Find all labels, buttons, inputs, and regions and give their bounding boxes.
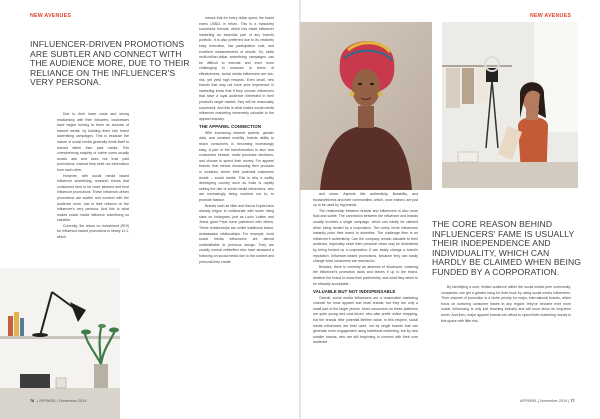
section-tag-right: NEW AVENUES — [530, 13, 572, 19]
subheading-apparel-connection: THE APPAREL CONNECTION — [199, 124, 262, 130]
pull-quote-left: INFLUENCER-DRIVEN PROMOTIONS ARE SUBTLER AND CONNECT WITH THE AUDIENCE MORE, DUE TO THEIR RELIANCE ON THE INFLUENCER'S VERY PERSONA. — [30, 39, 190, 88]
paragraph: By identifying a core, limited audience within the social media peer community, companies can get a greater bang for their buck by using social media influencers. Their channel of promotion is a niche priority for major, international brands, which focus on nurturing consumer bases in any regard: they've become ever more social, influencing is only just reaching industry and will soon show its long-term worth. And then, major apparel brands can afford to spend their marketing money in this space with little risk. — [441, 285, 571, 323]
paragraph: However, with social media based influencer advertising, research shows that consumers tend to be more pleased and trust influencer promotions. These influencer-driven promotions are subtler and connect with the audience more, due to their reliance on the influencer's very persona. And this is what makes social media influence advertising so valuable. — [57, 173, 129, 223]
footer-sep: | — [37, 399, 39, 403]
body-column-e — [441, 285, 571, 324]
body-column-c — [199, 16, 274, 265]
page-number-right: 77 — [570, 399, 575, 403]
body-column-a — [57, 112, 129, 241]
body-column-d — [313, 192, 418, 346]
footer-sep: | — [538, 399, 540, 403]
magazine-name-right: APPAREL — [520, 399, 538, 403]
lamp-shelf-photo — [0, 268, 120, 419]
paragraph: means that for every dollar spent, the brand earns US$11 in return. This is a massively successful formula, which has made influencer marketing an essential part of any brand's portfolio. It is also preferred due to its relatively easy execution, low participation cost, and excellent measurements of results. So, while multi-million-dollar advertising campaigns can be difficult to execute and even more challenging to measure in terms of effectiveness, social media influencers are low-risk, yet yield high rewards. Even small, new brands that may not have prior experience in marketing know that if they choose influencers that have a loyal audience interested in their product's target market, they will be reasonably successful. And this is what makes social media influencer marketing immensely valuable to the apparel industry. — [199, 16, 274, 121]
footer-right — [520, 399, 577, 403]
paragraph: The relationship between brands and influencers is also more fluid and subtle. The connection between the influencer and brands usually involves a single campaign, which can hardly be claimed when being funded by a corporation. The overly niche influencers instantly point their brand to advertise. The challenge then is an influencer's authenticity. Can the company remain valuable to their audience, especially since their personal views may be diminished by being funded by a corporation. It can easily change a brand's reputation. Influencer-based promotions, because they can easily change what consumers are reached to. — [313, 208, 418, 264]
page-number-left: 76 — [30, 399, 35, 403]
fashion-blogger-photo — [442, 22, 578, 188]
paragraph: With increasing internet speeds, greater data, and constant mobility, brands ability to reach consumers is becoming increasingly easy. A part of the transformation is also how consumers behave, make purchase decisions, and choose to spend their money. For apparel brands, that means showcasing their products in locations where their potential customers reside – social media. This is why a swiftly developing country such as India is rapidly seeing the rise of social media influencers, who are increasingly being reached out to, to promote fashion. — [199, 130, 274, 202]
issue-date-right: November 2019 — [540, 399, 568, 403]
section-tag-left: NEW AVENUES — [30, 13, 72, 19]
magazine-name-left: APPAREL — [39, 399, 57, 403]
pull-quote-right: THE CORE REASON BEHIND INFLUENCERS' FAME IS USUALLY THEIR INDEPENDENCE AND INDIVIDUALITY, WHICH CAN HARDLY BE CLAIMED WHEN BEING FUNDED BY A CORPORATION. — [432, 219, 582, 277]
lamp-shelf-illustration — [0, 268, 120, 419]
fashion-blogger-illustration — [442, 22, 578, 188]
paragraph: Besides, there is currently an absence of disclosure, meaning the influencer's promotion lacks and leaves it up to the brand, whether the brand to show their partnership, and what they deem to be ethically acceptable. — [313, 264, 418, 286]
issue-date-left: November 2019 — [59, 399, 87, 403]
model-portrait-illustration — [300, 22, 432, 190]
footer-sep: | — [57, 399, 59, 403]
paragraph: Currently, the return on investment (ROI) for influencer-based promotions is nearly 11:1, which — [57, 223, 129, 240]
model-portrait-photo — [300, 22, 432, 190]
paragraph: and share. Aspects like authenticity, likeability, and trustworthiness and their communities, which, once trained, are just up to be used by big brands. — [313, 192, 418, 208]
paragraph: Due to their lower costs and strong relationship with their followers, businesses have begun turning to them as sources of earned media, by building them into brand advertising campaigns. This is because the nature of social media generally lends itself to earned rather than paid media. This overwhelming majority of online users usually avoids ads and does not trust paid promotions. Instead they seek out information from each other. — [57, 112, 129, 172]
paragraph: Overall, social media influencers are a reasonable marketing channel for most apparel and retail brands, but they are only a small part of the larger picture. Most consumers on these platforms are quite young and cost-driven, who also prefer online shopping, but the brands their potential lifetime value. In this respect, social media influencers are best used, not by single brands that can generate more engagement using traditional marketing, but by new smaller brands, who are still beginning to connect with their core audience. — [313, 295, 418, 345]
footer-sep: | — [568, 399, 570, 403]
footer-left — [30, 399, 86, 403]
subheading-valuable: VALUABLE BUT NOT INDISPENSABLE — [313, 289, 396, 295]
paragraph: Brands such as Nike and Sauza Gupta have already begun to collaborate with some rising stars on Instagram, just as Louis Vuitton and Jeans giant Pepe have partnered with others. These relationships are unlike traditional brand-ambassador relationships. For example, most social media influencers are almost unidentifiable to previous design. They are usually normal celebrities who have amassed a following on social media due to the content and personal they create — [199, 203, 274, 264]
